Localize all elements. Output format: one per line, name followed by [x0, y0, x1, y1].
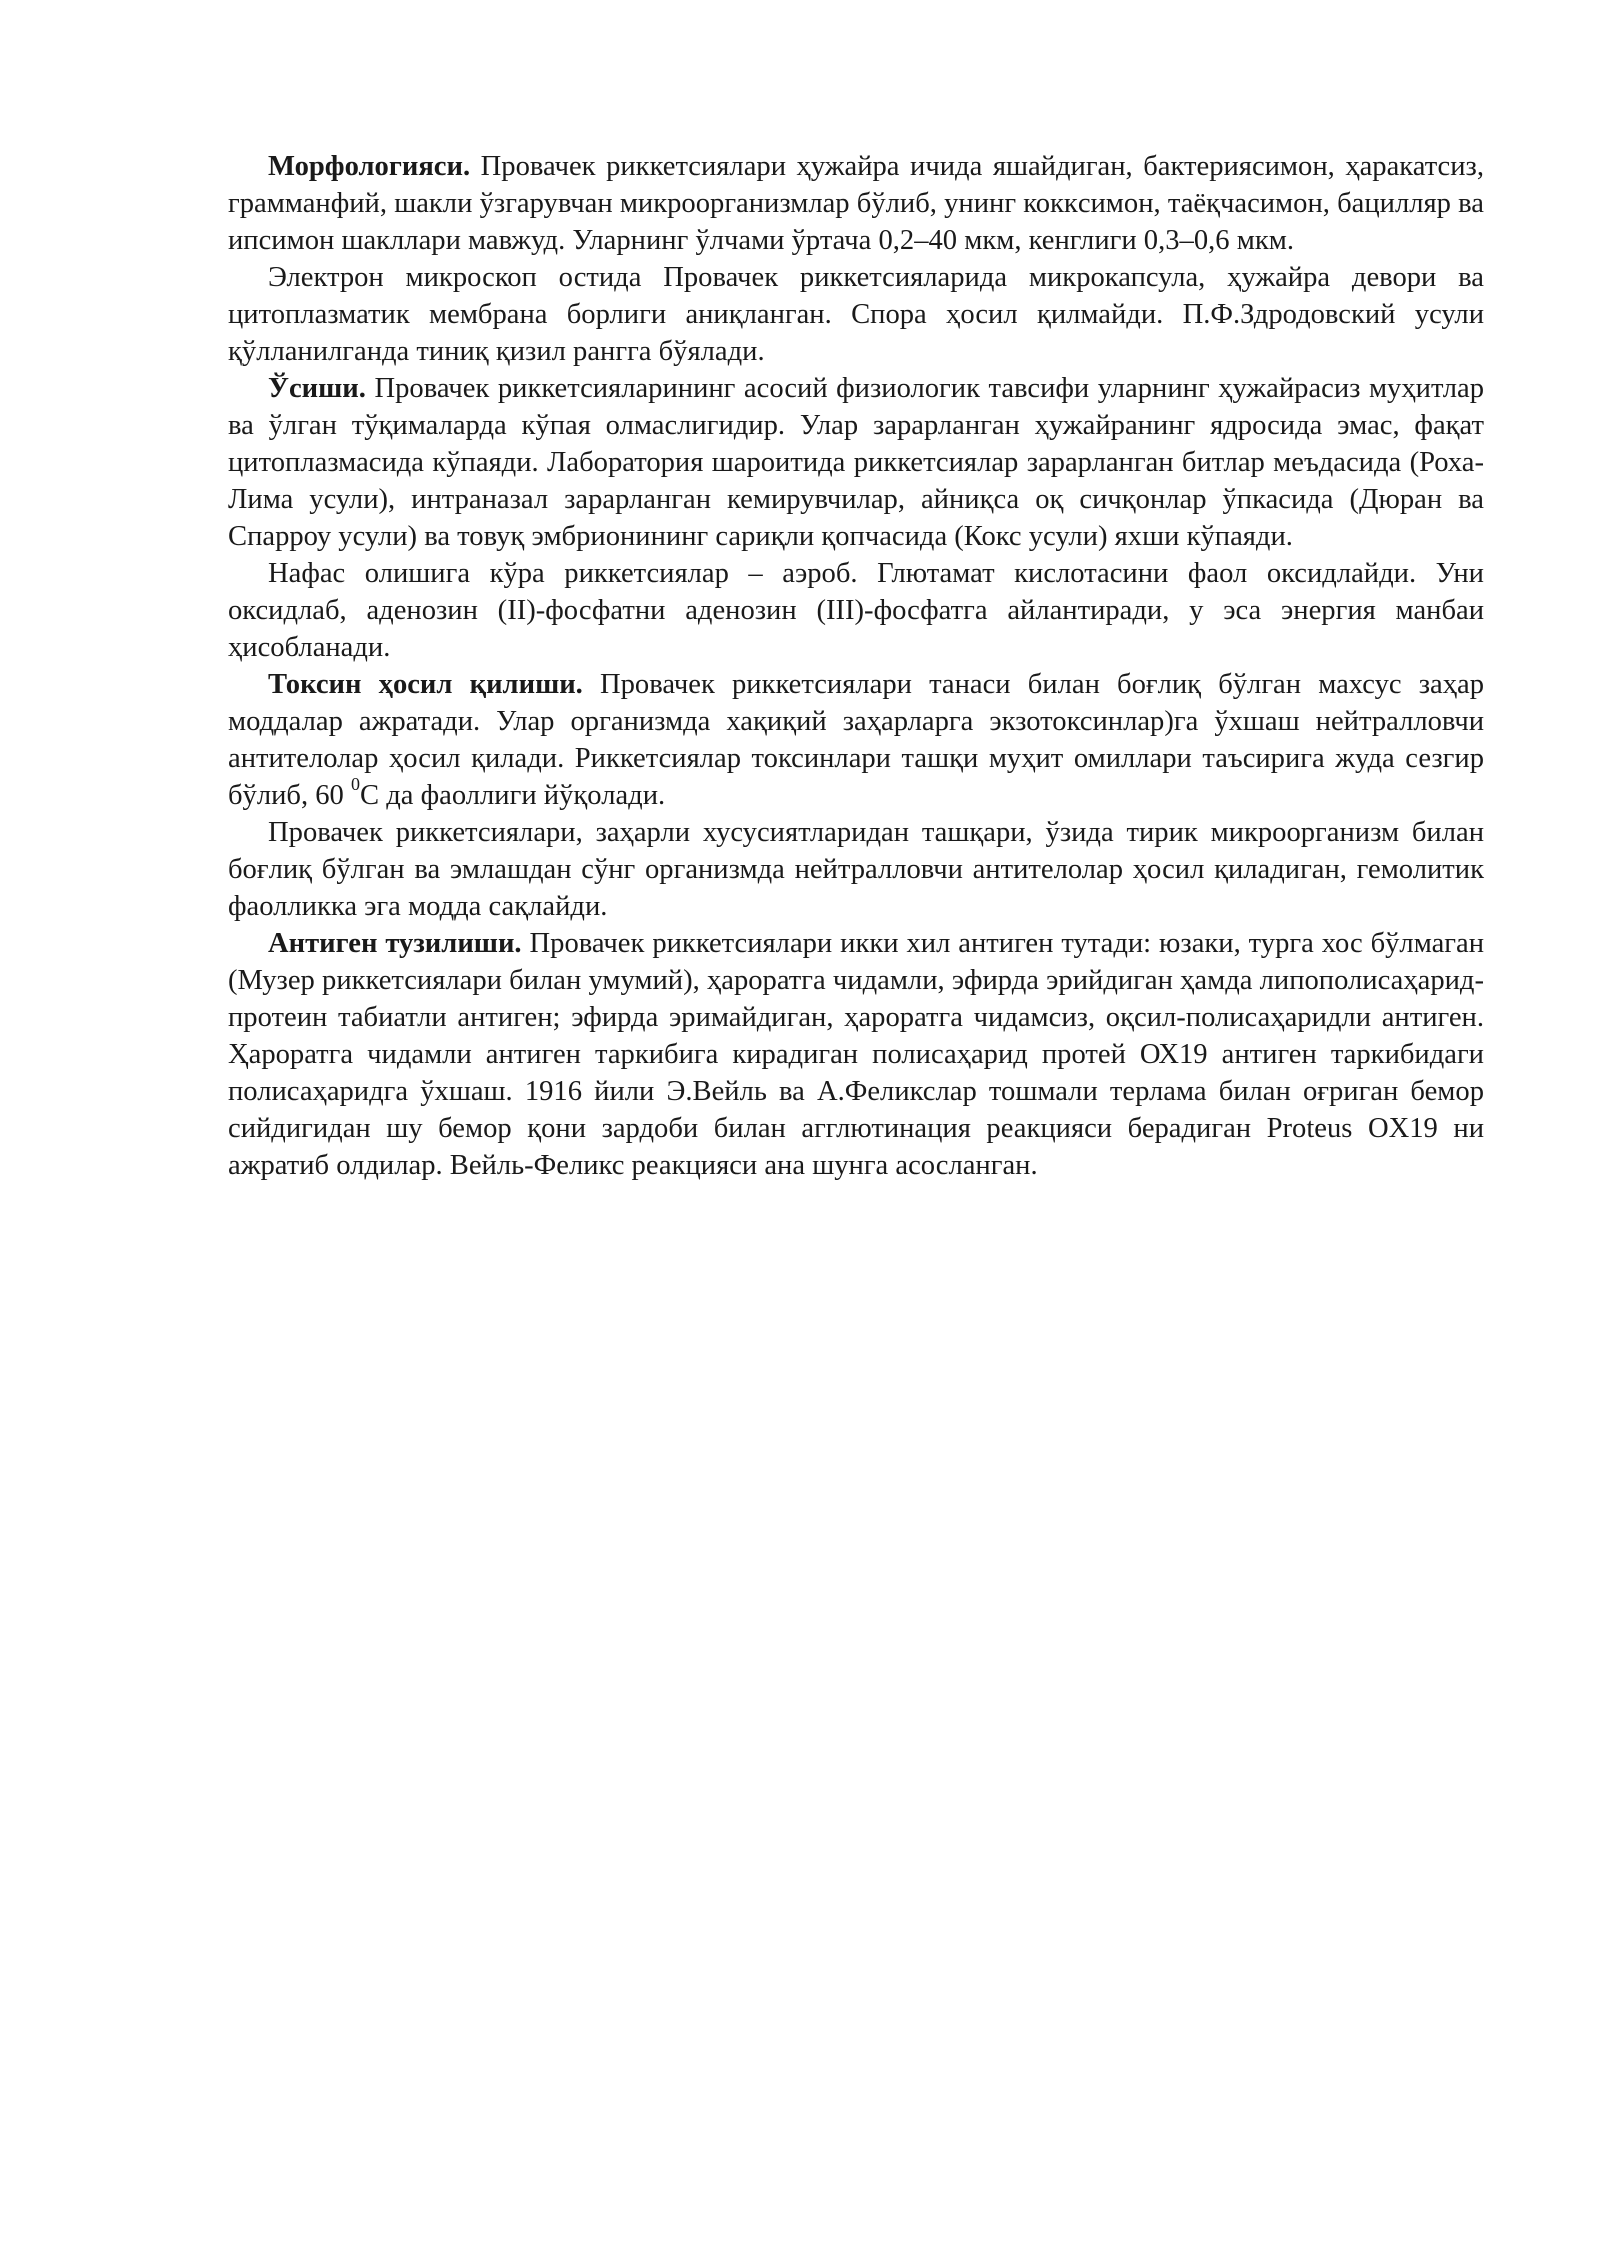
- paragraph-growth: [228, 370, 1484, 555]
- heading-toxin: Токсин ҳосил қилиши.: [268, 669, 583, 700]
- paragraph-antigen: [228, 925, 1484, 1184]
- degree-superscript: 0: [351, 774, 361, 795]
- heading-morphology: Морфологияси.: [268, 151, 471, 182]
- paragraph-text: Провачек риккетсиялари танаси билан боғлиқ бўлган махсус заҳар моддалар ажратади. Улар организмда хақиқий заҳарларга экзотоксинлар)га ўхшаш нейтралловчи антителолар ҳосил қилади. Риккетсиялар токсинлари ташқи муҳит омиллари таъсирига жуда сезгир бўлиб, 60: [228, 669, 1484, 811]
- document-page: [228, 148, 1484, 1184]
- paragraph-morphology: [228, 148, 1484, 259]
- heading-growth: Ўсиши.: [268, 373, 366, 404]
- paragraph-electron-microscope: [228, 259, 1484, 370]
- paragraph-text: Провачек риккетсиялари, заҳарли хусусиятларидан ташқари, ўзида тирик микроорганизм билан боғлиқ бўлган ва эмлашдан сўнг организмда нейтралловчи антителолар ҳосил қиладиган, гемолитик фаолликка эга модда сақлайди.: [228, 817, 1484, 922]
- paragraph-text: Провачек риккетсиялари ҳужайра ичида яшайдиган, бактериясимон, ҳаракатсиз, грамманфий, шакли ўзгарувчан микроорганизмлар бўлиб, унинг коккcимон, таёқчасимон, бацилляр ва ипсимон шакллари мавжуд. Уларнинг ўлчами ўртача 0,2–40 мкм, кенглиги 0,3–0,6 мкм.: [228, 151, 1484, 256]
- paragraph-respiration: [228, 555, 1484, 666]
- paragraph-text: Электрон микроскоп остида Провачек риккетсияларида микрокапсула, ҳужайра девори ва цитоплазматик мембрана борлиги аниқланган. Спора ҳосил қилмайди. П.Ф.Здродовский усули қўлланилганда тиниқ қизил рангга бўялади.: [228, 262, 1484, 367]
- paragraph-text: Нафас олишига кўра риккетсиялар – аэроб. Глютамат кислотасини фаол оксидлайди. Уни оксидлаб, аденозин (II)-фосфатни аденозин (III)-фосфатга айлантиради, у эса энергия манбаи ҳисобланади.: [228, 558, 1484, 663]
- heading-antigen: Антиген тузилиши.: [268, 928, 522, 959]
- paragraph-text: Провачек риккетсияларининг асосий физиологик тавсифи уларнинг ҳужайрасиз муҳитлар ва ўлган тўқималарда кўпая олмаслигидир. Улар зарарланган ҳужайранинг ядросида эмас, фақат цитоплазмасида кўпаяди. Лаборатория шароитида риккетсиялар зарарланган битлар меъдасида (Роха-Лима усули), интраназал зарарланган кемирувчилар, айниқса оқ сичқонлар ўпкасида (Дюран ва Спарроу усули) ва товуқ эмбрионининг сариқли қопчасида (Кокс усули) яхши кўпаяди.: [228, 373, 1484, 552]
- paragraph-text-tail: С да фаоллиги йўқолади.: [360, 780, 666, 811]
- paragraph-hemolytic: [228, 814, 1484, 925]
- paragraph-toxin: [228, 666, 1484, 814]
- paragraph-text: Провачек риккетсиялари икки хил антиген тутади: юзаки, турга хос бўлмаган (Музер риккетсиялари билан умумий), ҳароратга чидамли, эфирда эрийдиган ҳамда липополисаҳарид-протеин табиатли антиген; эфирда эримайдиган, ҳароратга чидамсиз, оқсил-полисаҳаридли антиген. Ҳароратга чидамли антиген таркибига кирадиган полисаҳарид протей ОХ19 антиген таркибидаги полисаҳаридга ўхшаш. 1916 йили Э.Вейль ва А.Феликслар тошмали терлама билан оғриган бемор сийдигидан шу бемор қони зардоби билан агглютинация реакцияси берадиган Proteus OX19 ни ажратиб олдилар. Вейль-Феликс реакцияси ана шунга асосланган.: [228, 928, 1485, 1181]
